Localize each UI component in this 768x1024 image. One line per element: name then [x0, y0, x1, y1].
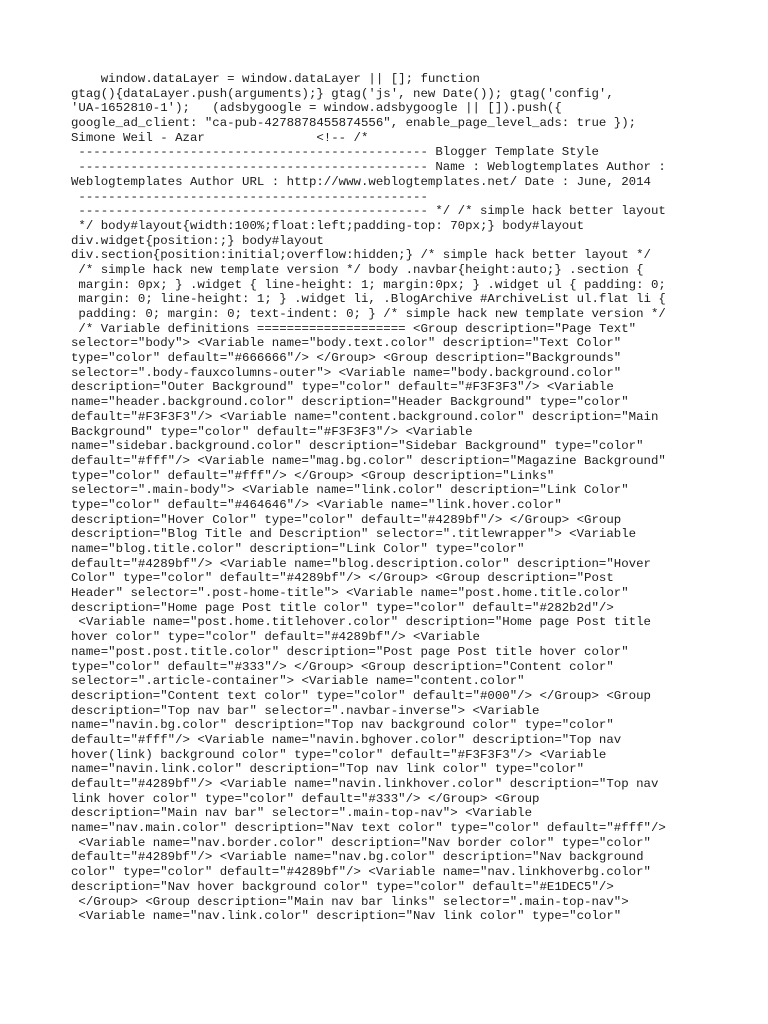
text-line: selector=".body-fauxcolumns-outer"> <Variable name="body.background.color" [71, 365, 622, 380]
text-line: name="post.post.title.color" description="Post page Post title hover color" [71, 644, 629, 659]
text-line: div.widget{position:;} body#layout [71, 233, 324, 248]
text-line: ----------------------------------------------- */ /* simple hack better layout [71, 204, 666, 219]
text-line: <Variable name="post.home.titlehover.color" description="Home page Post title [71, 615, 651, 630]
text-line: description="Hover Color" type="color" default="#4289bf"/> </Group> <Group [71, 512, 622, 527]
text-line: color" type="color" default="#4289bf"/> <Variable name="nav.linkhoverbg.color" [71, 865, 651, 880]
text-line: Weblogtemplates Author URL : http://www.weblogtemplates.net/ Date : June, 2014 [71, 174, 651, 189]
text-line: description="Content text color" type="color" default="#000"/> </Group> <Group [71, 688, 651, 703]
text-line: type="color" default="#666666"/> </Group> <Group description="Backgrounds" [71, 351, 622, 366]
text-line: ----------------------------------------------- Blogger Template Style [71, 145, 599, 160]
text-line: default="#4289bf"/> <Variable name="navin.linkhover.color" description="Top nav [71, 777, 659, 791]
text-line: hover(link) background color" type="color" default="#F3F3F3"/> <Variable [71, 747, 607, 762]
text-line: name="sidebar.background.color" description="Sidebar Background" type="color" [71, 439, 644, 454]
text-line: </Group> <Group description="Main nav bar links" selector=".main-top-nav"> [71, 894, 629, 909]
text-line: name="navin.bg.color" description="Top nav background color" type="color" [71, 718, 614, 733]
text-line: description="Home page Post title color" type="color" default="#282b2d"/> [71, 600, 614, 615]
text-line: default="#4289bf"/> <Variable name="blog.description.color" description="Hover [71, 556, 651, 571]
text-line: type="color" default="#fff"/> </Group> <Group description="Links" [71, 468, 555, 483]
text-line: ----------------------------------------------- [71, 189, 428, 204]
text-line: description="Nav hover background color" type="color" default="#E1DEC5"/> [71, 879, 614, 894]
text-line: /* Variable definitions ==================== <Group description="Page Text" [71, 321, 637, 336]
text-line: Header" selector=".post-home-title"> <Variable name="post.home.title.color" [71, 586, 629, 601]
text-line: selector=".main-body"> <Variable name="link.color" description="Link Color" [71, 483, 629, 498]
text-line: selector=".article-container"> <Variable name="content.color" [71, 674, 525, 689]
text-line: <Variable name="nav.border.color" description="Nav border color" type="color" [71, 835, 651, 850]
text-line: Simone Weil - Azar <!-- /* [71, 130, 369, 145]
text-line: padding: 0; margin: 0; text-indent: 0; } /* simple hack new template version */ [71, 307, 666, 321]
text-line: type="color" default="#464646"/> <Variable name="link.hover.color" [71, 497, 562, 512]
text-line: */ body#layout{width:100%;float:left;padding-top: 70px;} body#layout [71, 218, 585, 233]
text-line: google_ad_client: "ca-pub-4278878455874556", enable_page_level_ads: true }); [71, 116, 637, 131]
text-line: margin: 0; line-height: 1; } .widget li, .BlogArchive #ArchiveList ul.flat li { [71, 292, 666, 307]
text-line: /* simple hack new template version */ body .navbar{height:auto;} .section { [71, 262, 644, 277]
text-line: selector="body"> <Variable name="body.text.color" description="Text Color" [71, 336, 622, 351]
text-line: div.section{position:initial;overflow:hidden;} /* simple hack better layout */ [71, 248, 651, 263]
text-line: ----------------------------------------------- Name : Weblogtemplates Author : [71, 160, 666, 175]
text-line: name="blog.title.color" description="Link Color" type="color" [71, 542, 525, 556]
text-line: default="#F3F3F3"/> <Variable name="content.background.color" description="Main [71, 409, 659, 424]
text-line: hover color" type="color" default="#4289bf"/> <Variable [71, 630, 480, 645]
text-line: description="Top nav bar" selector=".navbar-inverse"> <Variable [71, 703, 540, 718]
text-line: gtag(){dataLayer.push(arguments);} gtag('js', new Date()); gtag('config', [71, 86, 614, 101]
text-line: description="Main nav bar" selector=".main-top-nav"> <Variable [71, 806, 533, 821]
text-line: default="#4289bf"/> <Variable name="nav.bg.color" description="Nav background [71, 850, 644, 865]
text-line: name="navin.link.color" description="Top nav link color" type="color" [71, 762, 585, 777]
text-line: description="Blog Title and Description" selector=".titlewrapper"> <Variable [71, 527, 637, 542]
text-line: window.dataLayer = window.dataLayer || []; function [71, 72, 480, 86]
text-line: <Variable name="nav.link.color" description="Nav link color" type="color" [71, 909, 622, 924]
text-line: description="Outer Background" type="color" default="#F3F3F3"/> <Variable [71, 380, 614, 395]
text-line: type="color" default="#333"/> </Group> <Group description="Content color" [71, 659, 614, 674]
text-line: margin: 0px; } .widget { line-height: 1; margin:0px; } .widget ul { padding: 0; [71, 277, 666, 292]
text-line: default="#fff"/> <Variable name="navin.bghover.color" description="Top nav [71, 732, 622, 747]
document-page [71, 72, 681, 924]
text-line: 'UA-1652810-1'); (adsbygoogle = window.adsbygoogle || []).push({ [71, 101, 562, 116]
text-line: name="nav.main.color" description="Nav text color" type="color" default="#fff"/> [71, 821, 666, 836]
text-line: Background" type="color" default="#F3F3F3"/> <Variable [71, 424, 473, 439]
text-line: default="#fff"/> <Variable name="mag.bg.color" description="Magazine Background" [71, 453, 666, 468]
text-line: link hover color" type="color" default="#333"/> </Group> <Group [71, 791, 540, 806]
text-line: Color" type="color" default="#4289bf"/> </Group> <Group description="Post [71, 571, 614, 586]
text-line: name="header.background.color" description="Header Background" type="color" [71, 395, 629, 410]
